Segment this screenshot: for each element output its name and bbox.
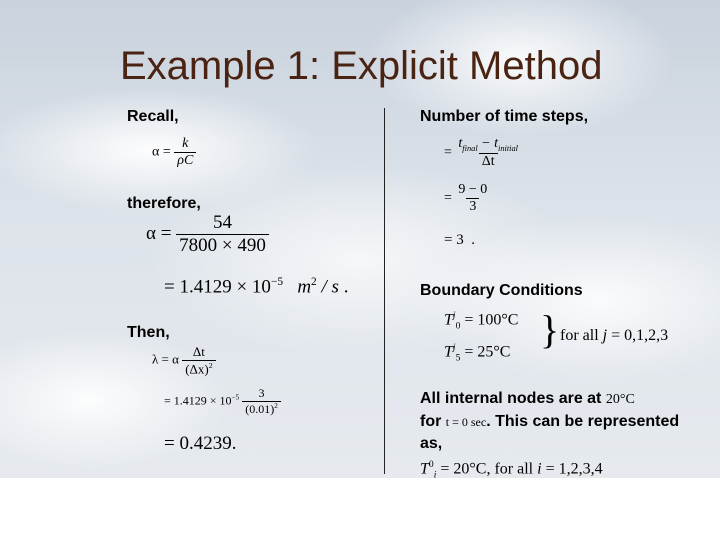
boundary-brace: } [540,307,560,352]
alpha-definition-equation: α = $\frac{k}{\rho C}$ [152,136,196,169]
time-steps-label: Number of time steps, [420,108,589,125]
alpha-denominator: ρC [174,152,196,169]
time-steps-substitution-equation: = $\frac{9 - 0}{3}$ [444,182,488,214]
therefore-label: therefore, [127,195,201,212]
alpha-substitution-equation: α = $\frac{54}{7800 \times 490}$ [146,212,269,257]
internal-nodes-text: All internal nodes are at 20°C for t = 0 sec. This can be represented as, [420,390,680,452]
time-steps-definition-equation: = $\frac{t_{final} - t_{initial}}{\Delta t}$ [444,136,519,169]
initial-condition-equation: $T^0_i = 20^\circ C$, for all i = 1,2,3,4 [420,459,603,478]
lambda-substitution-equation: = $1.4129 \times 10^{-5}$ $\frac{3}{(0.01)^2}$ [164,386,281,417]
lambda-definition-equation: λ = α $\frac{\Delta t}{(\Delta x)^2}$ [152,344,216,377]
alpha-numerator: k [182,136,189,151]
boundary-condition-right: $T^j_5 = 25^\circ C$ [444,342,511,364]
column-divider [384,108,385,474]
time-steps-result-equation: = 3 . [444,232,475,248]
boundary-conditions-label: Boundary Conditions [420,282,583,299]
boundary-condition-left: $T^j_0 = 100^\circ C$ [444,310,519,332]
recall-label: Recall, [127,108,179,125]
slide-title: Example 1: Explicit Method [120,44,603,88]
boundary-for-all: for all j = 0,1,2,3 [560,327,669,344]
alpha-result-equation: = $1.4129 \times 10^{-5}$ $m^2$ / s . [164,276,349,298]
then-label: Then, [127,324,170,341]
lambda-result-equation: = 0.4239. [164,433,237,454]
